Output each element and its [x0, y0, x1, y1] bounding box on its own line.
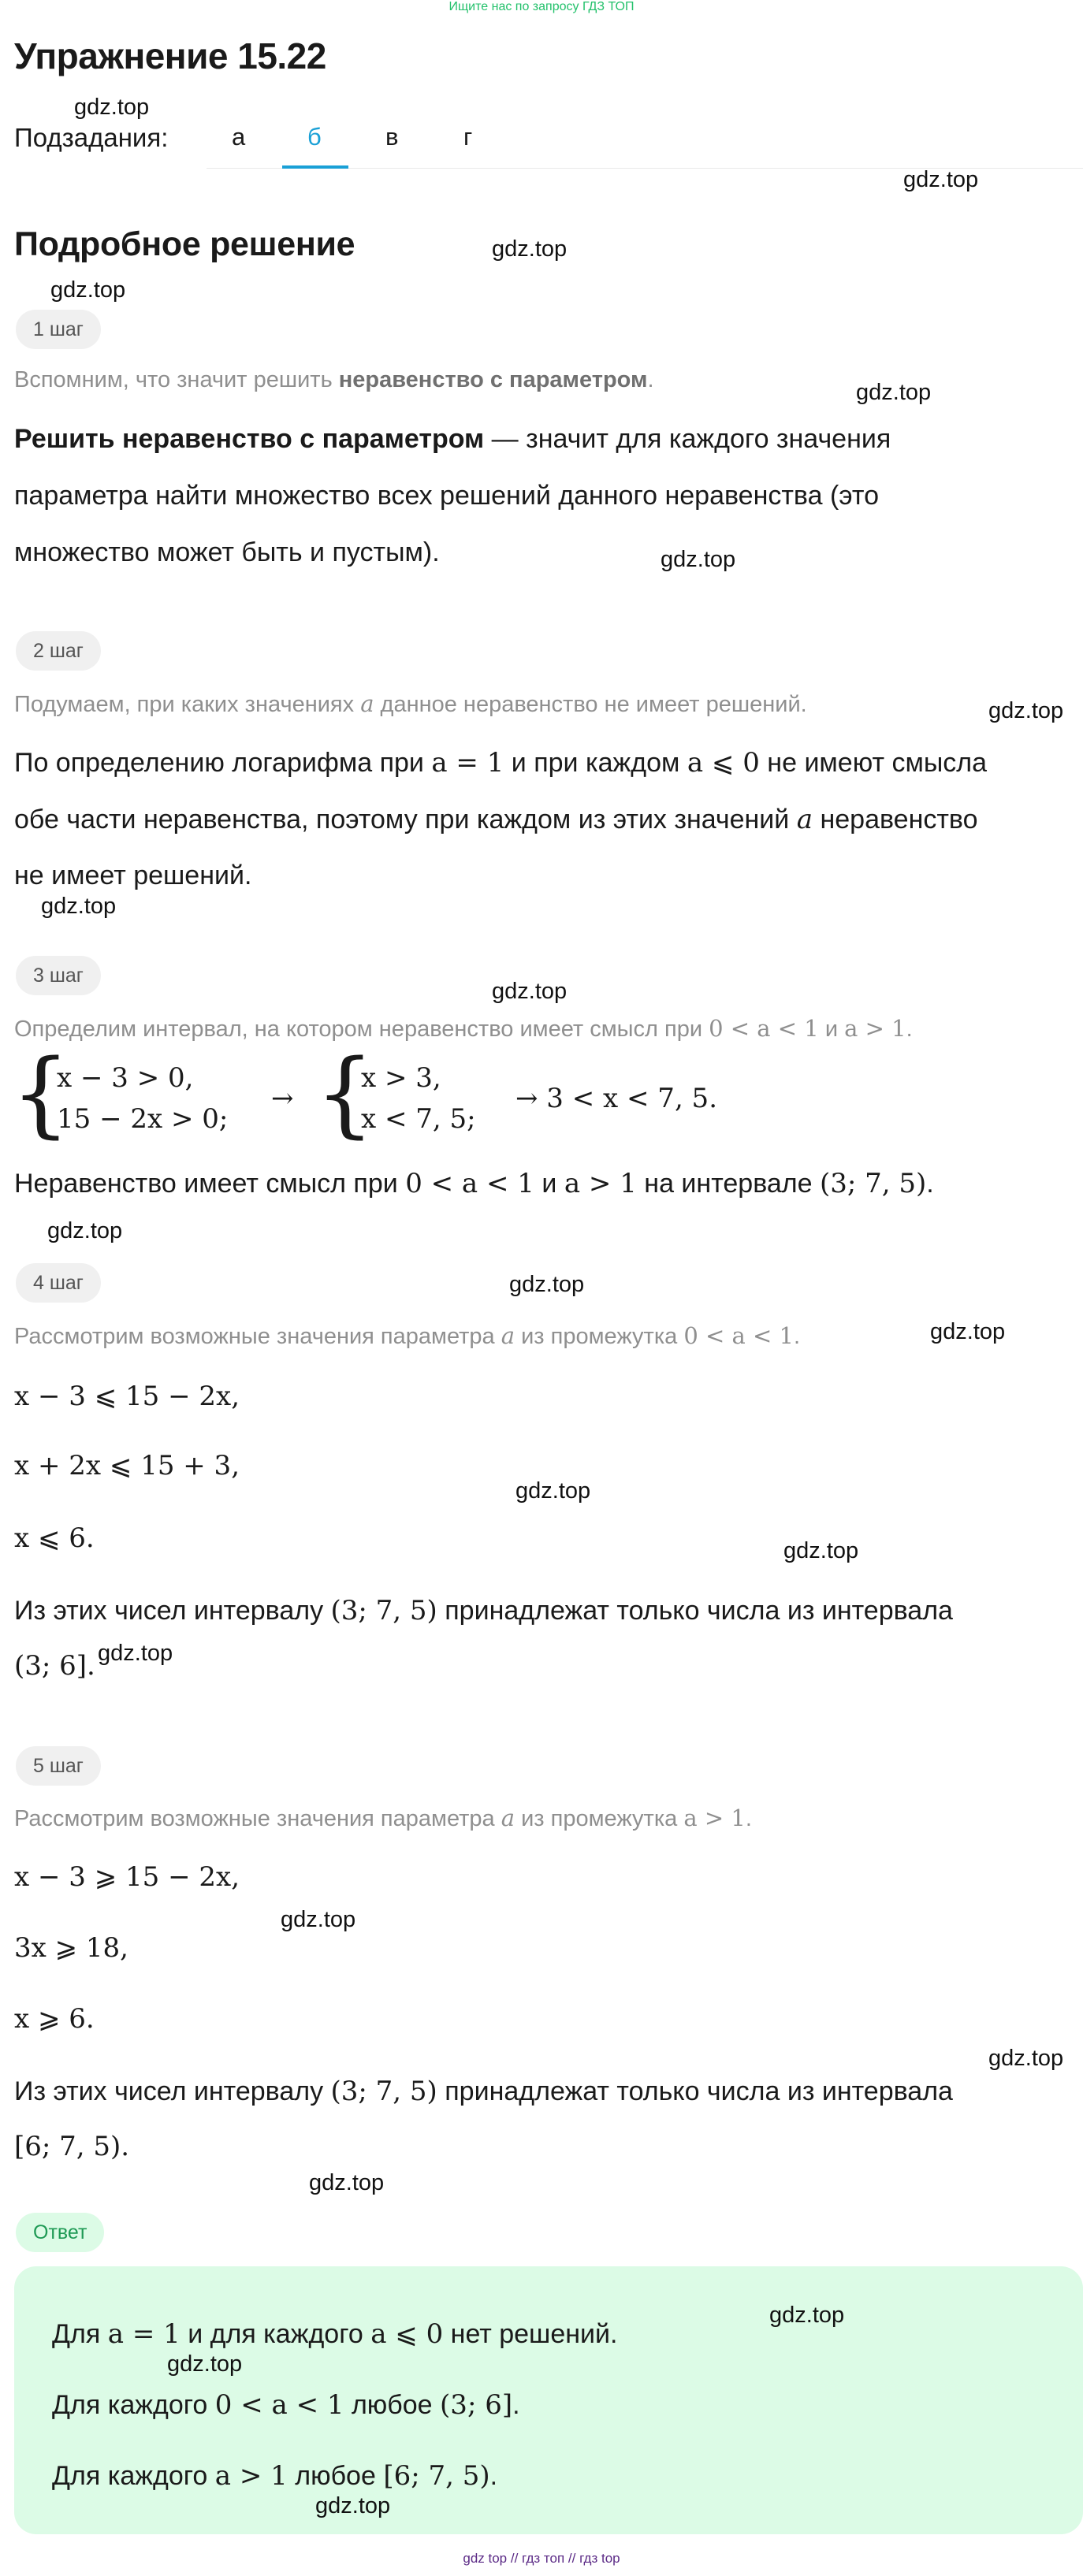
step-text: не имеет решений.	[14, 861, 252, 890]
watermark: gdz.top	[988, 2046, 1064, 2071]
watermark: gdz.top	[856, 380, 932, 405]
step-text: Решить неравенство с параметром — значит для каждого значения	[14, 424, 891, 454]
step-badge: 2 шаг	[16, 631, 101, 671]
step-text: (3; 6].	[14, 1650, 95, 1682]
footer-separator: //	[510, 2551, 519, 2566]
watermark: gdz.top	[50, 277, 126, 303]
equation: x − 3 ⩾ 15 − 2x,	[14, 1861, 240, 1893]
math-result: → 3 < x < 7, 5.	[515, 1083, 717, 1114]
watermark: gdz.top	[41, 894, 117, 919]
step-hint: Вспомним, что значит решить неравенство с параметром.	[14, 367, 654, 392]
step-text: обе части неравенства, поэтому при каждом из этих значений a неравенство	[14, 804, 978, 835]
step-text: Неравенство имеет смысл при 0 < a < 1 и a > 1 на интервале (3; 7, 5).	[14, 1168, 934, 1199]
step-badge: 1 шаг	[16, 310, 101, 349]
watermark: gdz.top	[769, 2303, 845, 2328]
watermark: gdz.top	[930, 1319, 1006, 1344]
watermark: gdz.top	[515, 1478, 591, 1504]
watermark: gdz.top	[74, 95, 150, 120]
watermark: gdz.top	[281, 1907, 356, 1932]
system-brace-left: {	[315, 1039, 375, 1147]
watermark: gdz.top	[509, 1272, 585, 1297]
system-row: x − 3 > 0,	[57, 1062, 194, 1094]
system-row: x < 7, 5;	[361, 1103, 476, 1135]
step-text: множество может быть и пустым).	[14, 537, 440, 567]
step-text: [6; 7, 5).	[14, 2131, 130, 2162]
watermark: gdz.top	[661, 547, 736, 572]
watermark: gdz.top	[903, 167, 979, 192]
footer-link[interactable]: gdz top	[463, 2551, 508, 2566]
tab-v[interactable]: в	[385, 123, 399, 151]
step-text: параметра найти множество всех решений данного неравенства (это	[14, 481, 879, 511]
tab-a[interactable]: а	[232, 123, 246, 151]
watermark: gdz.top	[988, 698, 1064, 723]
answer-badge: Ответ	[16, 2213, 104, 2252]
section-title: Подробное решение	[14, 225, 355, 263]
step-badge: 3 шаг	[16, 956, 101, 995]
step-hint: Подумаем, при каких значениях a данное неравенство не имеет решений.	[14, 690, 807, 717]
equation: x ⩽ 6.	[14, 1522, 95, 1554]
tab-b[interactable]: б	[307, 123, 322, 151]
footer-links	[0, 2551, 1083, 2567]
system-row: 15 − 2x > 0;	[57, 1103, 229, 1135]
equation: 3x ⩾ 18,	[14, 1932, 128, 1964]
footer-link[interactable]: гдз топ	[522, 2551, 565, 2566]
watermark: gdz.top	[315, 2493, 391, 2518]
answer-line: Для каждого a > 1 любое [6; 7, 5).	[52, 2460, 498, 2492]
step-badge: 4 шаг	[16, 1263, 101, 1303]
page-title: Упражнение 15.22	[14, 35, 326, 76]
watermark: gdz.top	[98, 1641, 173, 1666]
arrow: →	[271, 1083, 294, 1114]
answer-line: Для a = 1 и для каждого a ⩽ 0 нет решений.	[52, 2318, 618, 2350]
tab-g[interactable]: г	[463, 123, 473, 151]
step-text: Из этих чисел интервалу (3; 7, 5) принадлежат только числа из интервала	[14, 2076, 953, 2107]
step-hint: Рассмотрим возможные значения параметра a из промежутка 0 < a < 1.	[14, 1322, 801, 1349]
watermark: gdz.top	[492, 236, 568, 262]
system-row: x > 3,	[361, 1062, 441, 1094]
system-brace-left: {	[11, 1039, 71, 1147]
step-hint: Рассмотрим возможные значения параметра a из промежутка a > 1.	[14, 1805, 752, 1831]
equation: x − 3 ⩽ 15 − 2x,	[14, 1381, 240, 1412]
watermark: gdz.top	[167, 2351, 243, 2377]
watermark: gdz.top	[492, 979, 568, 1004]
active-tab-indicator	[282, 165, 348, 169]
step-text: Из этих чисел интервалу (3; 7, 5) принадлежат только числа из интервала	[14, 1595, 953, 1626]
footer-separator: //	[568, 2551, 576, 2566]
equation: x + 2x ⩽ 15 + 3,	[14, 1450, 240, 1481]
watermark: gdz.top	[47, 1218, 123, 1243]
subtasks-label: Подзадания:	[14, 123, 169, 152]
equation: x ⩾ 6.	[14, 2003, 95, 2035]
step-badge: 5 шаг	[16, 1746, 101, 1786]
footer-link[interactable]: гдз top	[579, 2551, 620, 2566]
watermark: gdz.top	[309, 2170, 385, 2195]
step-hint: Определим интервал, на котором неравенство имеет смысл при 0 < a < 1 и a > 1.	[14, 1015, 913, 1042]
top-note: Ищите нас по запросу ГДЗ ТОП	[448, 0, 635, 13]
step-text: По определению логарифма при a = 1 и при каждом a ⩽ 0 не имеют смысла	[14, 747, 988, 779]
watermark: gdz.top	[783, 1538, 859, 1563]
answer-line: Для каждого 0 < a < 1 любое (3; 6].	[52, 2389, 520, 2421]
